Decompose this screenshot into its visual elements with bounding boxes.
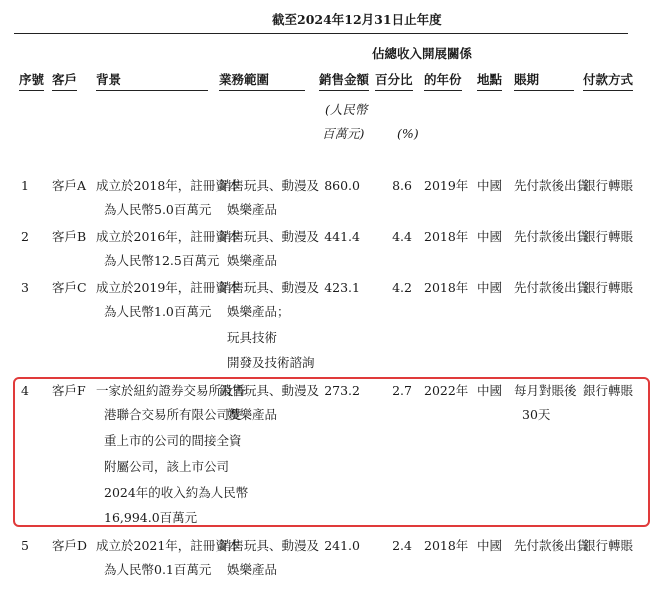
row-sales: 241.0 — [324, 538, 360, 553]
row-background-line: 為人民幣0.1百萬元 — [104, 562, 212, 577]
row-payment: 銀行轉賬 — [583, 178, 634, 193]
row-background-line: 成立於2021年，註冊資本 — [96, 538, 241, 553]
row-scope-line: 娛樂產品 — [227, 407, 278, 422]
row-background-line: 一家於紐約證券交易所及香 — [96, 383, 247, 398]
unit-sales-line1: (人民幣 — [325, 102, 368, 117]
row-sales: 423.1 — [324, 280, 360, 295]
row-seq: 1 — [21, 178, 29, 193]
row-background-line: 成立於2019年，註冊資本 — [96, 280, 241, 295]
row-seq: 2 — [21, 229, 29, 244]
row-background-line: 2024年的收入約為人民幣 — [104, 485, 249, 500]
row-background-line: 為人民幣12.5百萬元 — [104, 253, 220, 268]
row-scope-line: 娛樂產品 — [227, 562, 278, 577]
header-sales-amount: 銷售金額 — [319, 71, 369, 91]
row-background-line: 重上市的公司的間接全資 — [104, 433, 242, 448]
row-seq: 3 — [21, 280, 29, 295]
header-revenue-pct-line1: 佔總收入 — [372, 46, 423, 61]
row-scope-line: 娛樂產品 — [227, 202, 278, 217]
row-background-line: 成立於2016年，註冊資本 — [96, 229, 241, 244]
header-seq: 序號 — [19, 71, 44, 91]
row-scope-line: 銷售玩具、動漫及 — [219, 538, 320, 553]
row-year: 2019年 — [424, 178, 469, 193]
row-year: 2018年 — [424, 229, 469, 244]
period-title: 截至2024年12月31日止年度 — [272, 12, 442, 27]
row-payment: 銀行轉賬 — [583, 229, 634, 244]
row-term: 每月對賬後 — [514, 383, 577, 398]
unit-pct: (%) — [397, 126, 419, 141]
header-background: 背景 — [96, 71, 208, 91]
row-scope-line: 銷售玩具、動漫及 — [219, 229, 320, 244]
row-customer: 客戶B — [52, 229, 87, 244]
header-business-scope: 業務範圍 — [219, 71, 305, 91]
row-scope-line: 玩具技術 — [227, 330, 278, 345]
row-pct: 4.2 — [392, 280, 412, 295]
row-scope-line: 開發及技術諮詢 — [227, 355, 315, 370]
row-year: 2018年 — [424, 280, 469, 295]
row-scope-line: 銷售玩具、動漫及 — [219, 280, 320, 295]
row-pct: 2.7 — [392, 383, 412, 398]
row-customer: 客戶D — [52, 538, 88, 553]
header-relationship-line1: 開展關係 — [422, 46, 473, 61]
row-sales: 860.0 — [324, 178, 360, 193]
row-year: 2022年 — [424, 383, 469, 398]
row-year: 2018年 — [424, 538, 469, 553]
row-background-line: 為人民幣5.0百萬元 — [104, 202, 212, 217]
header-customer: 客戶 — [52, 71, 77, 91]
row-background-line: 附屬公司，該上市公司 — [104, 459, 230, 474]
row-scope-line: 銷售玩具、動漫及 — [219, 178, 320, 193]
row-scope-line: 娛樂產品 — [227, 253, 278, 268]
row-term: 先付款後出貨 — [514, 229, 590, 244]
row-background-line: 成立於2018年，註冊資本 — [96, 178, 241, 193]
row-location: 中國 — [477, 229, 503, 244]
row-term: 先付款後出貨 — [514, 178, 590, 193]
row-payment: 銀行轉賬 — [583, 538, 634, 553]
period-divider — [14, 33, 628, 34]
row-location: 中國 — [477, 538, 503, 553]
row-scope-line: 娛樂產品； — [227, 304, 290, 319]
row-term: 先付款後出貨 — [514, 280, 590, 295]
row-background-line: 為人民幣1.0百萬元 — [104, 304, 212, 319]
row-payment: 銀行轉賬 — [583, 280, 634, 295]
row-location: 中國 — [477, 178, 503, 193]
row-term: 30天 — [522, 407, 551, 422]
row-location: 中國 — [477, 280, 503, 295]
row-customer: 客戶C — [52, 280, 87, 295]
row-background-line: 港聯合交易所有限公司雙 — [104, 407, 242, 422]
row-pct: 8.6 — [392, 178, 412, 193]
header-payment-method: 付款方式 — [583, 71, 633, 91]
row-scope-line: 銷售玩具、動漫及 — [219, 383, 320, 398]
row-pct: 4.4 — [392, 229, 412, 244]
header-location: 地點 — [477, 71, 502, 91]
header-revenue-pct-line2: 百分比 — [375, 71, 413, 91]
row-location: 中國 — [477, 383, 503, 398]
row-seq: 4 — [21, 383, 29, 398]
row-customer: 客戶A — [52, 178, 87, 193]
row-pct: 2.4 — [392, 538, 412, 553]
unit-sales-line2: 百萬元) — [322, 126, 365, 141]
header-relationship-line2: 的年份 — [424, 71, 462, 91]
row-customer: 客戶F — [52, 383, 86, 398]
row-payment: 銀行轉賬 — [583, 383, 634, 398]
header-credit-term: 賬期 — [514, 71, 574, 91]
row-background-line: 16,994.0百萬元 — [104, 510, 198, 525]
row-sales: 441.4 — [324, 229, 360, 244]
row-sales: 273.2 — [324, 383, 360, 398]
row-term: 先付款後出貨 — [514, 538, 590, 553]
row-seq: 5 — [21, 538, 29, 553]
